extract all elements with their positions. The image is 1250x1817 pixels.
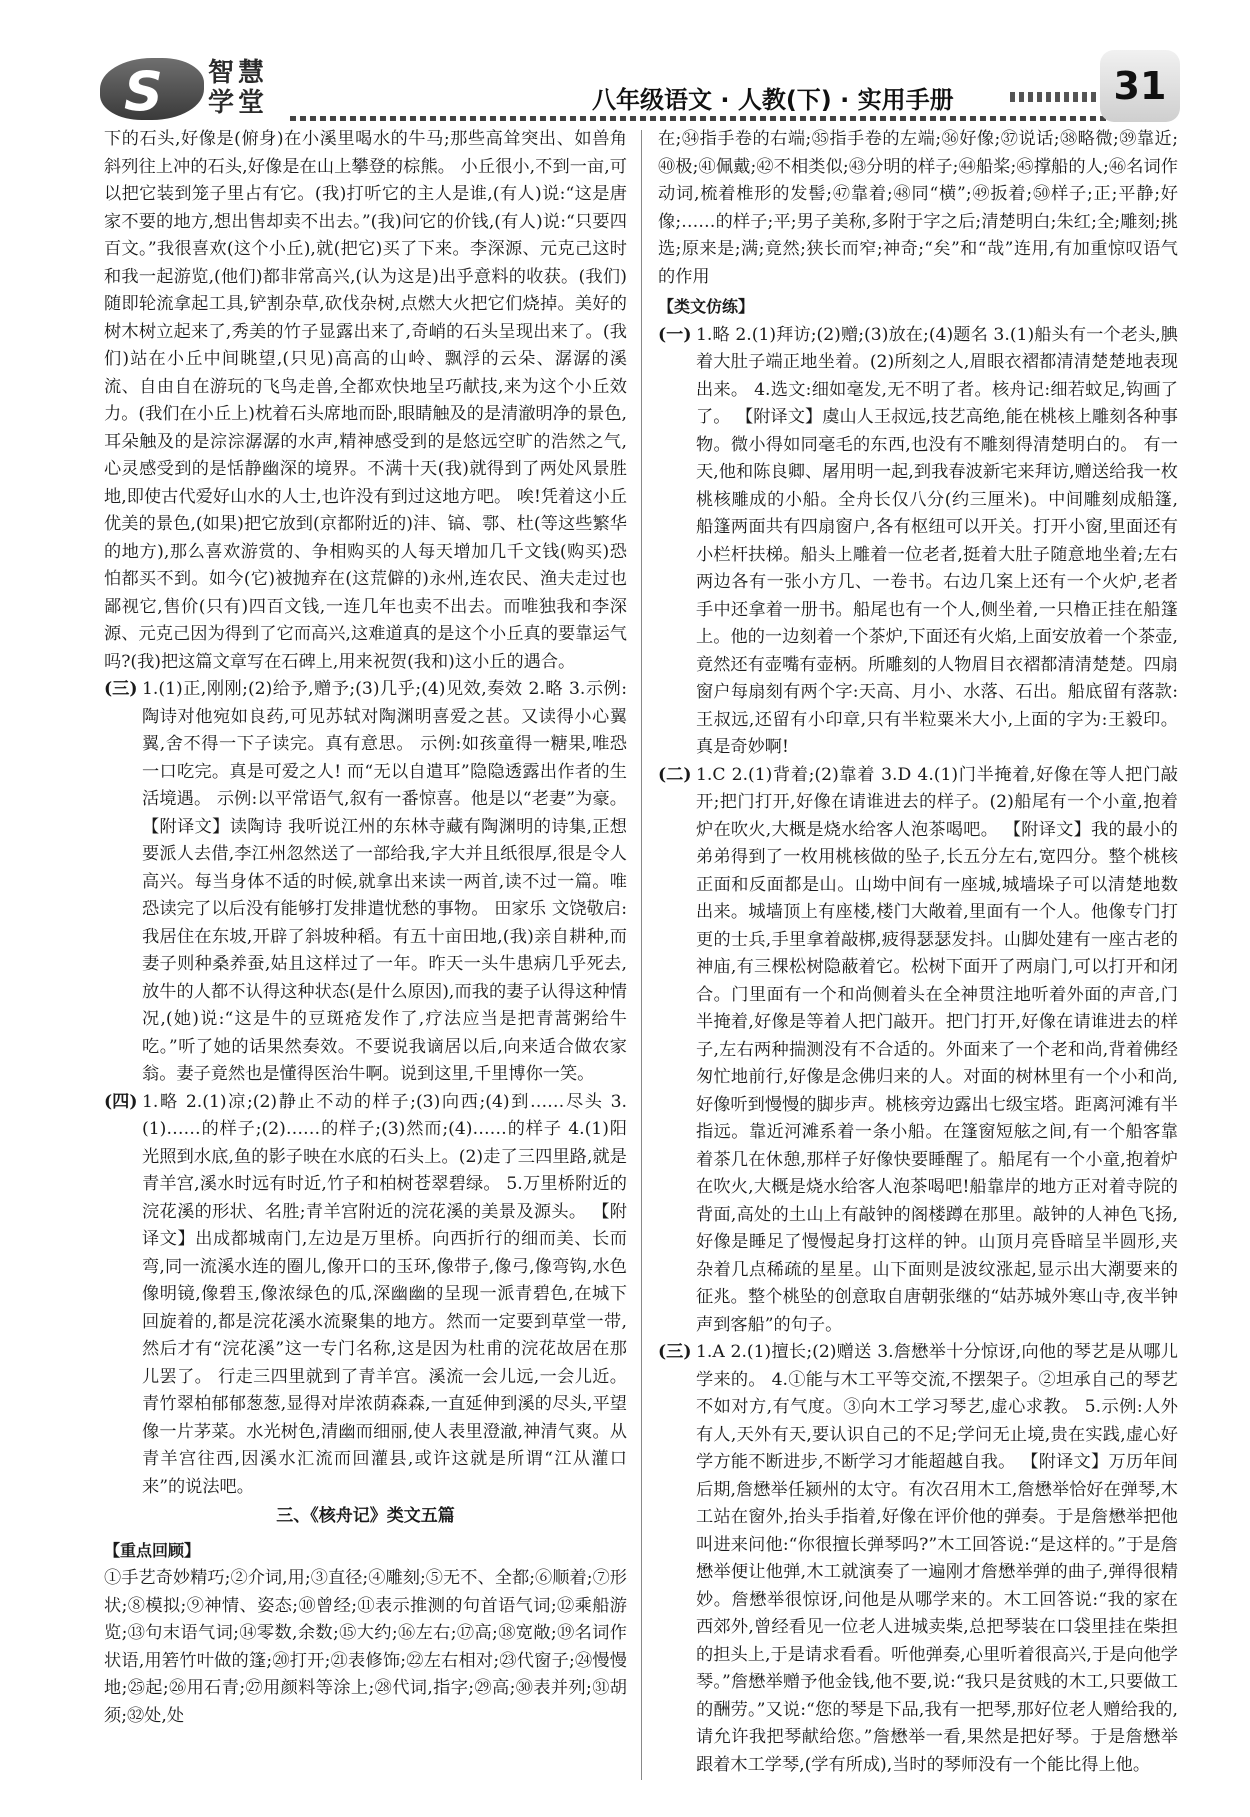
section-text: 1.A 2.(1)擅长;(2)赠送 3.詹懋举十分惊讶,向他的琴艺是从哪儿学来的。 4.①能与木工平等交流,不摆架子。②坦承自己的琴艺不如对方,有气度。③向木工学习琴艺,虚心求教。 5.示例:人外有人,天外有天,要认识自己的不足;学问无止境,贵在实践,虚心好学方能不断进步,不断学习才能超越自我。 【附译文】万历年间后期,詹懋举任颍州的太守。有次召用木工,詹懋举恰好在弹琴,木工站在窗外,抬头手指着,好像在评价他的弹奏。于是詹懋举把他叫进来问他:“你很擅长弹琴吗?”木工回答说:“是这样的。”于是詹懋举便让他弹,木工就演奏了一遍刚才詹懋举弹的曲子,弹得很精妙。詹懋举很惊讶,问他是从哪学来的。木工回答说:“我的家在西郊外,曾经看见一位老人进城卖柴,总把琴装在口袋里挂在柴担的担头上,于是请求看看。听他弹奏,心里听着很高兴,于是向他学琴。”詹懋举赠予他金钱,他不要,说:“我只是贫贱的木工,只要做工的酬劳。”又说:“您的琴是下品,我有一把琴,那好位老人赠给我的,请允许我把琴献给您。”詹懋举一看,果然是把好琴。于是詹懋举跟着木工学琴,(学有所成),当时的琴师没有一个能比得上他。 (696, 1342, 1178, 1775)
right-column (658, 126, 1178, 1779)
review-text: ①手艺奇妙精巧;②介词,用;③直径;④雕刻;⑤无不、全都;⑥顺着;⑦形状;⑧模拟;⑨神情、姿态;⑩曾经;⑪表示推测的句首语气词;⑫乘船游览;⑬句末语气词;⑭零数,余数;⑮大约;⑯左右;⑰高;⑱宽敞;⑲名词作状语,用箬竹叶做的篷;⑳打开;㉑表修饰;㉒左右相对;㉓代窗子;㉔慢慢地;㉕起;㉖用石青;㉗用颜料等涂上;㉘代词,指字;㉙高;㉚表并列;㉛胡须;㉜处,处 (104, 1568, 627, 1726)
unit-subtitle: 三、《核舟记》类文五篇 (276, 1506, 455, 1526)
section-number: (二) (658, 764, 692, 785)
practice-section-1 (658, 322, 1178, 762)
header-rule (290, 116, 1110, 121)
logo-text: 智慧学堂 (208, 58, 269, 118)
section-text: 1.(1)正,刚刚;(2)给予,赠予;(3)几乎;(4)见效,奏效 2.略 3.示例:陶诗对他宛如良药,可见苏轼对陶渊明喜爱之甚。又读得小心翼翼,舍不得一下子读完。真有意思。 示例:如孩童得一糖果,唯恐一口吃完。真是可爱之人! 而“无以自遣耳”隐隐透露出作者的生活境遇。 示例:以平常语气,叙有一番惊喜。他是以“老妻”为豪。 【附译文】读陶诗 我听说江州的东林寺藏有陶渊明的诗集,正想要派人去借,李江州忽然送了一部给我,字大并且纸很厚,很是令人高兴。每当身体不适的时候,就拿出来读一两首,读不过一篇。唯恐读完了以后没有能够打发排遣忧愁的事物。 田家乐 文饶敬启:我居住在东坡,开辟了斜坡种稻。有五十亩田地,(我)亲自耕种,而妻子则种桑养蚕,姑且这样过了一年。昨天一头牛患病几乎死去,放牛的人都不认得这种状态(是什么原因),而我的妻子认得这种情况,(她)说:“这是牛的豆斑疮发作了,疗法应当是把青蒿粥给牛吃。”听了她的话果然奏效。不要说我谪居以后,向来适合做农家翁。妻子竟然也是懂得医治牛啊。说到这里,千里博你一笑。 (142, 679, 627, 1084)
page-number: 31 (1100, 50, 1180, 122)
practice-section-3 (658, 1339, 1178, 1779)
book-title: 八年级语文 · 人教(下) · 实用手册 (592, 86, 954, 114)
section-number: (三) (658, 1342, 692, 1362)
section-text: 1.C 2.(1)背着;(2)靠着 3.D 4.(1)门半掩着,好像在等人把门敲开;把门打开,好像在请谁进去的样子。(2)船尾有一个小童,抱着炉在吹火,大概是烧水给客人泡茶喝吧。 【附译文】我的最小的弟弟得到了一枚用桃核做的坠子,长五分左右,宽四分。整个桃核正面和反面都是山。山坳中间有一座城,城墙垛子可以清楚地数出来。城墙顶上有座楼,楼门大敞着,里面有一个人。他像专门打更的士兵,手里拿着敲梆,疲得瑟瑟发抖。山脚处建有一座古老的神庙,有三棵松树隐蔽着它。松树下面开了两扇门,可以打开和闭合。门里面有一个和尚侧着头在全神贯注地听着外面的声音,门半掩着,好像是等着人把门敲开。把门打开,好像在请谁进去的样子,左右两种揣测没有不合适的。外面来了一个老和尚,背着佛经匆忙地前行,好像是念佛归来的人。对面的树林里有一个小和尚,好像听到慢慢的脚步声。桃核旁边露出七级宝塔。距离河滩有半指远。靠近河滩系着一条小船。在篷窗短舷之间,有一个船客靠着茶几在休憩,那样子好像快要睡醒了。船尾有一个小童,抱着炉在吹火,大概是烧水给客人泡茶喝吧!船靠岸的地方正对着寺院的背面,高处的土山上有敲钟的阁楼蹲在那里。敲钟的人神色飞扬,好像是睡足了慢慢起身打这样的钟。山顶月亮昏暗呈半圆形,夹杂着几点稀疏的星星。山下面则是波纹涨起,显示出大潮要来的征兆。整个桃坠的创意取自唐朝张继的“姑苏城外寒山寺,夜半钟声到客船”的句子。 (696, 764, 1178, 1335)
header-dots-decoration (1010, 92, 1110, 102)
translation-paragraph: 下的石头,好像是(俯身)在小溪里喝水的牛马;那些高耸突出、如兽角斜列往上冲的石头,好像是在山上攀登的棕熊。 小丘很小,不到一亩,可以把它装到笼子里占有它。(我)打听它的主人是谁,(有人)说:“这是唐家不要的地方,想出售却卖不出去。”(我)问它的价钱,(有人)说:“只要四百文。”我很喜欢(这个小丘),就(把它)买了下来。李深源、元克己这时和我一起游览,(他们)都非常高兴,(认为这是)出乎意料的收获。(我们)随即轮流拿起工具,铲割杂草,砍伐杂树,点燃大火把它们烧掉。美好的树木树立起来了,秀美的竹子显露出来了,奇峭的石头呈现出来了。(我们)站在小丘中间眺望,(只见)高高的山岭、飘浮的云朵、潺潺的溪流、自由自在游玩的飞鸟走兽,全都欢快地呈巧献技,来为这个小丘效力。(我们在小丘上)枕着石头席地而卧,眼睛触及的是清澈明净的景色,耳朵触及的是淙淙潺潺的水声,精神感受到的是悠远空旷的浩然之气,心灵感受到的是恬静幽深的境界。不满十天(我)就得到了两处风景胜地,即使古代爱好山水的人士,也许没有到过这地方吧。 唉!凭着这小丘优美的景色,(如果)把它放到(京都附近的)沣、镐、鄠、杜(等这些繁华的地方),那么喜欢游赏的、争相购买的人每天增加几千文钱(购买)恐怕都买不到。如今(它)被抛弃在(这荒僻的)永州,连农民、渔夫走过也鄙视它,售价(只有)四百文钱,一连几年也卖不出去。而唯独我和李深源、元克己因为得到了它而高兴,这难道真的是这个小丘真的要靠运气吗?(我)把这篇文章写在石碑上,用来祝贺(我和)这小丘的遇合。 (104, 129, 627, 672)
section-number: (四) (104, 1091, 138, 1112)
column-divider (641, 130, 642, 1780)
left-column (104, 126, 627, 1730)
practice-section-2 (658, 762, 1178, 1340)
review-text-continued: 在;㉞指手卷的右端;㉟指手卷的左端;㊱好像;㊲说话;㊳略微;㊴靠近;㊵极;㊶佩戴;㊷不相类似;㊸分明的样子;㊹船桨;㊺撑船的人;㊻名词作动词,梳着椎形的发髻;㊼靠着;㊽同“横”;㊾扳着;㊿样子;正;平静;好像;……的样子;平;男子美称,多附于字之后;清楚明白;朱红;全;雕刻;挑选;原来是;满;竟然;狭长而窄;神奇;“矣”和“哉”连用,有加重惊叹语气的作用 (658, 129, 1178, 287)
logo-glyph: S (124, 60, 163, 123)
logo-mark (100, 58, 204, 123)
practice-tag: 【类文仿练】 (658, 297, 755, 316)
section-text: 1.略 2.(1)拜访;(2)赠;(3)放在;(4)题名 3.(1)船头有一个老头,腆着大肚子端正地坐着。(2)所刻之人,眉眼衣褶都清清楚楚地表现出来。 4.选文:细如毫发,无不明了者。核舟记:细若蚊足,钩画了了。 【附译文】虞山人王叔远,技艺高绝,能在桃核上雕刻各种事物。微小得如同毫毛的东西,也没有不雕刻得清楚明白的。 有一天,他和陈良卿、屠用明一起,到我春波新宅来拜访,赠送给我一枚桃核雕成的小船。全舟长仅八分(约三厘米)。中间雕刻成船篷,船篷两面共有四扇窗户,各有枢纽可以开关。打开小窗,里面还有小栏杆扶梯。船头上雕着一位老者,挺着大肚子随意地坐着;左右两边各有一张小方几、一卷书。右边几案上还有一个火炉,老者手中还拿着一册书。船尾也有一个人,侧坐着,一只橹正挂在船篷上。他的一边刻着一个茶炉,下面还有火焰,上面安放着一个茶壶,竟然还有壶嘴有壶柄。所雕刻的人物眉目衣褶都清清楚楚。四扇窗户每扇刻有两个字:天高、月小、水落、石出。船底留有落款:王叔远,还留有小印章,只有半粒粟米大小,上面的字为:王毅印。真是奇妙啊! (696, 324, 1178, 757)
review-tag: 【重点回顾】 (104, 1540, 201, 1560)
page-header (0, 0, 1250, 128)
answer-section-4 (104, 1089, 627, 1502)
section-number: (三) (104, 679, 138, 699)
section-text: 1.略 2.(1)凉;(2)静止不动的样子;(3)向西;(4)到……尽头 3.(1)……的样子;(2)……的样子;(3)然而;(4)……的样子 4.(1)阳光照到水底,鱼的影子映在水底的石头上。(2)走了三四里路,就是青羊宫,溪水时远有时近,竹子和柏树苍翠碧绿。 5.万里桥附近的浣花溪的形状、名胜;青羊宫附近的浣花溪的美景及源头。 【附译文】出成都城南门,左边是万里桥。向西折行的细而美、长而弯,同一流溪水连的圈儿,像开口的玉环,像带子,像弓,像弯钩,水色像明镜,像碧玉,像浓绿色的瓜,深幽幽的呈现一派青碧色,在城下回旋着的,都是浣花溪水流聚集的地方。然而一定要到草堂一带,然后才有“浣花溪”这一专门名称,这是因为杜甫的浣花故居在那儿罢了。 行走三四里就到了青羊宫。溪流一会儿远,一会儿近。青竹翠柏郁郁葱葱,显得对岸浓荫森森,一直延伸到溪的尽头,平望像一片茅菜。水光树色,清幽而细丽,使人表里澄澈,神清气爽。从青羊宫往西,因溪水汇流而回灌县,或许这就是所谓“江从灌口来”的说法吧。 (142, 1091, 627, 1497)
answer-section-3 (104, 676, 627, 1089)
section-number: (一) (658, 324, 692, 345)
